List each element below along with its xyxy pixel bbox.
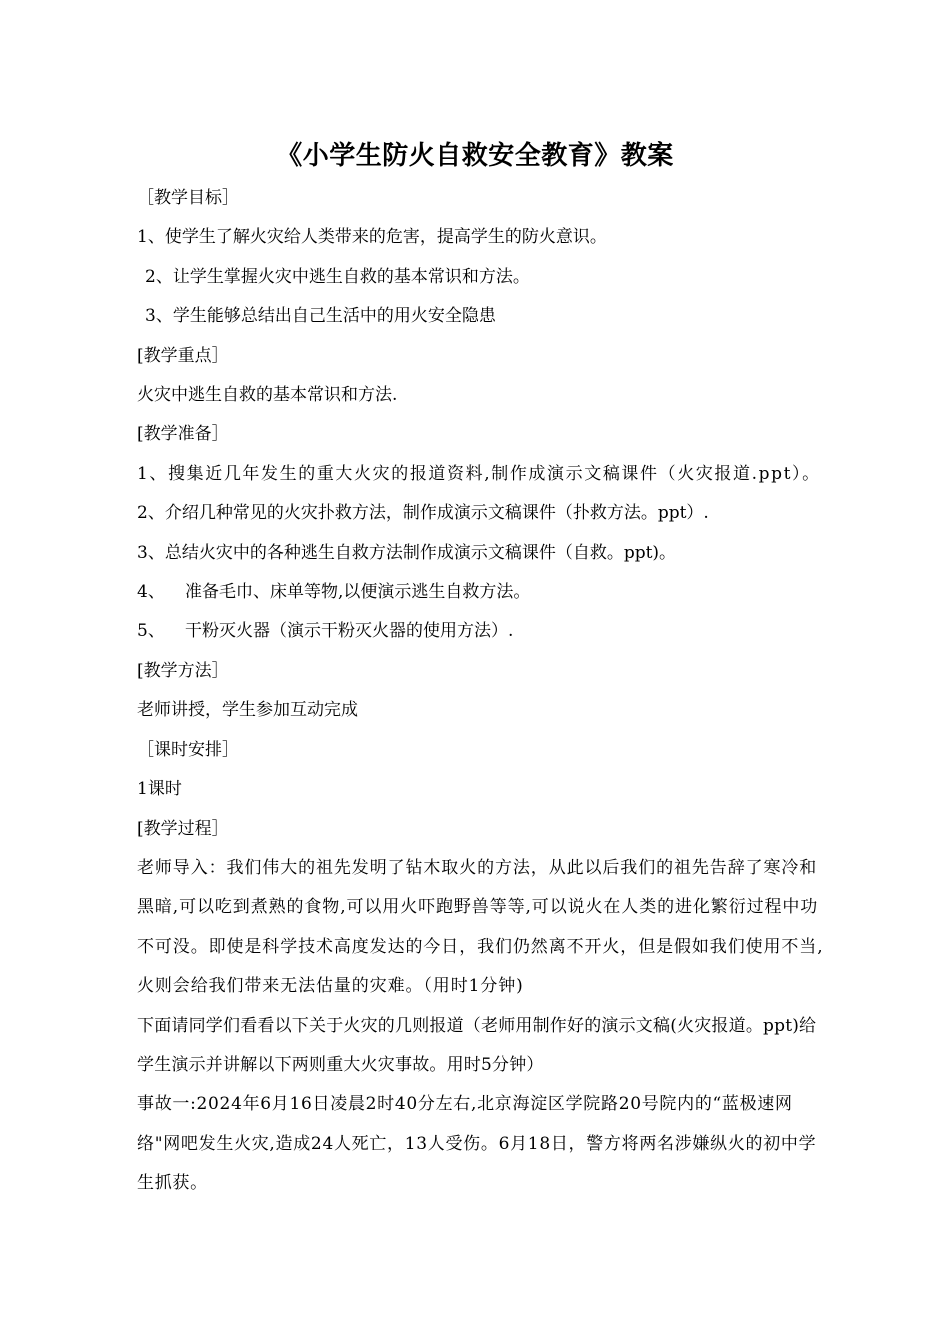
prep-item-4-number: 4、 (137, 582, 165, 603)
prep-item-5-number: 5、 (137, 621, 165, 642)
process-intro-paragraph: 老师导入：我们伟大的祖先发明了钻木取火的方法，从此以后我们的祖先告辞了寒冷和黑暗,可以吃到煮熟的食物,可以用火吓跑野兽等等,可以说火在人类的进化繁衍过程中功不可没。即使是科学技术高度发达的今日，我们仍然离不开火，但是假如我们使用不当,火则会给我们带来无法估量的灾难。（用时1分钟) (137, 857, 824, 997)
heading-teaching-goals: ［教学目标］ (137, 188, 239, 208)
heading-teaching-focus: [教学重点］ (137, 345, 229, 366)
document-title: 《小学生防火自救安全教育》教案 (276, 141, 674, 171)
prep-item-4-text: 准备毛巾、床单等物,以便演示逃生自救方法。 (185, 582, 531, 603)
document-body (137, 179, 827, 1204)
method-text: 老师讲授，学生参加互动完成 (137, 700, 358, 721)
goal-item-3: 3、学生能够总结出自己生活中的用火安全隐患 (145, 306, 496, 327)
schedule-text: 1课时 (137, 779, 182, 800)
prep-item-2: 2、介绍几种常见的火灾扑救方法，制作成演示文稿课件（扑救方法。ppt）. (137, 503, 709, 524)
goal-item-1: 1、使学生了解火灾给人类带来的危害，提高学生的防火意识。 (137, 227, 607, 248)
heading-teaching-preparation: [教学准备］ (137, 424, 229, 445)
heading-schedule: ［课时安排］ (137, 739, 239, 760)
prep-item-4 (137, 573, 827, 612)
prep-item-3: 3、总结火灾中的各种逃生自救方法制作成演示文稿课件（自救。ppt)。 (137, 542, 677, 563)
prep-item-1: 1、搜集近几年发生的重大火灾的报道资料,制作成演示文稿课件（火灾报道.ppt）。 (137, 463, 821, 484)
goal-item-2: 2、让学生掌握火灾中逃生自救的基本常识和方法。 (145, 266, 530, 287)
focus-text: 火灾中逃生自救的基本常识和方法. (137, 385, 398, 406)
prep-item-5-text: 干粉灭火器（演示干粉灭火器的使用方法）. (185, 621, 514, 642)
prep-item-5 (137, 612, 827, 651)
accident-one-paragraph: 事故一:2024年6月16日凌晨2时40分左右,北京海淀区学院路20号院内的“蓝极速网络"网吧发生火灾,造成24人死亡，13人受伤。6月18日，警方将两名涉嫌纵火的初中学生抓获。 (137, 1094, 817, 1194)
heading-teaching-process: [教学过程］ (137, 818, 229, 839)
process-reports-paragraph: 下面请同学们看看以下关于火灾的几则报道（老师用制作好的演示文稿(火灾报道。ppt)给学生演示并讲解以下两则重大火灾事故。用时5分钟） (137, 1015, 817, 1075)
heading-teaching-method: [教学方法］ (137, 660, 229, 681)
